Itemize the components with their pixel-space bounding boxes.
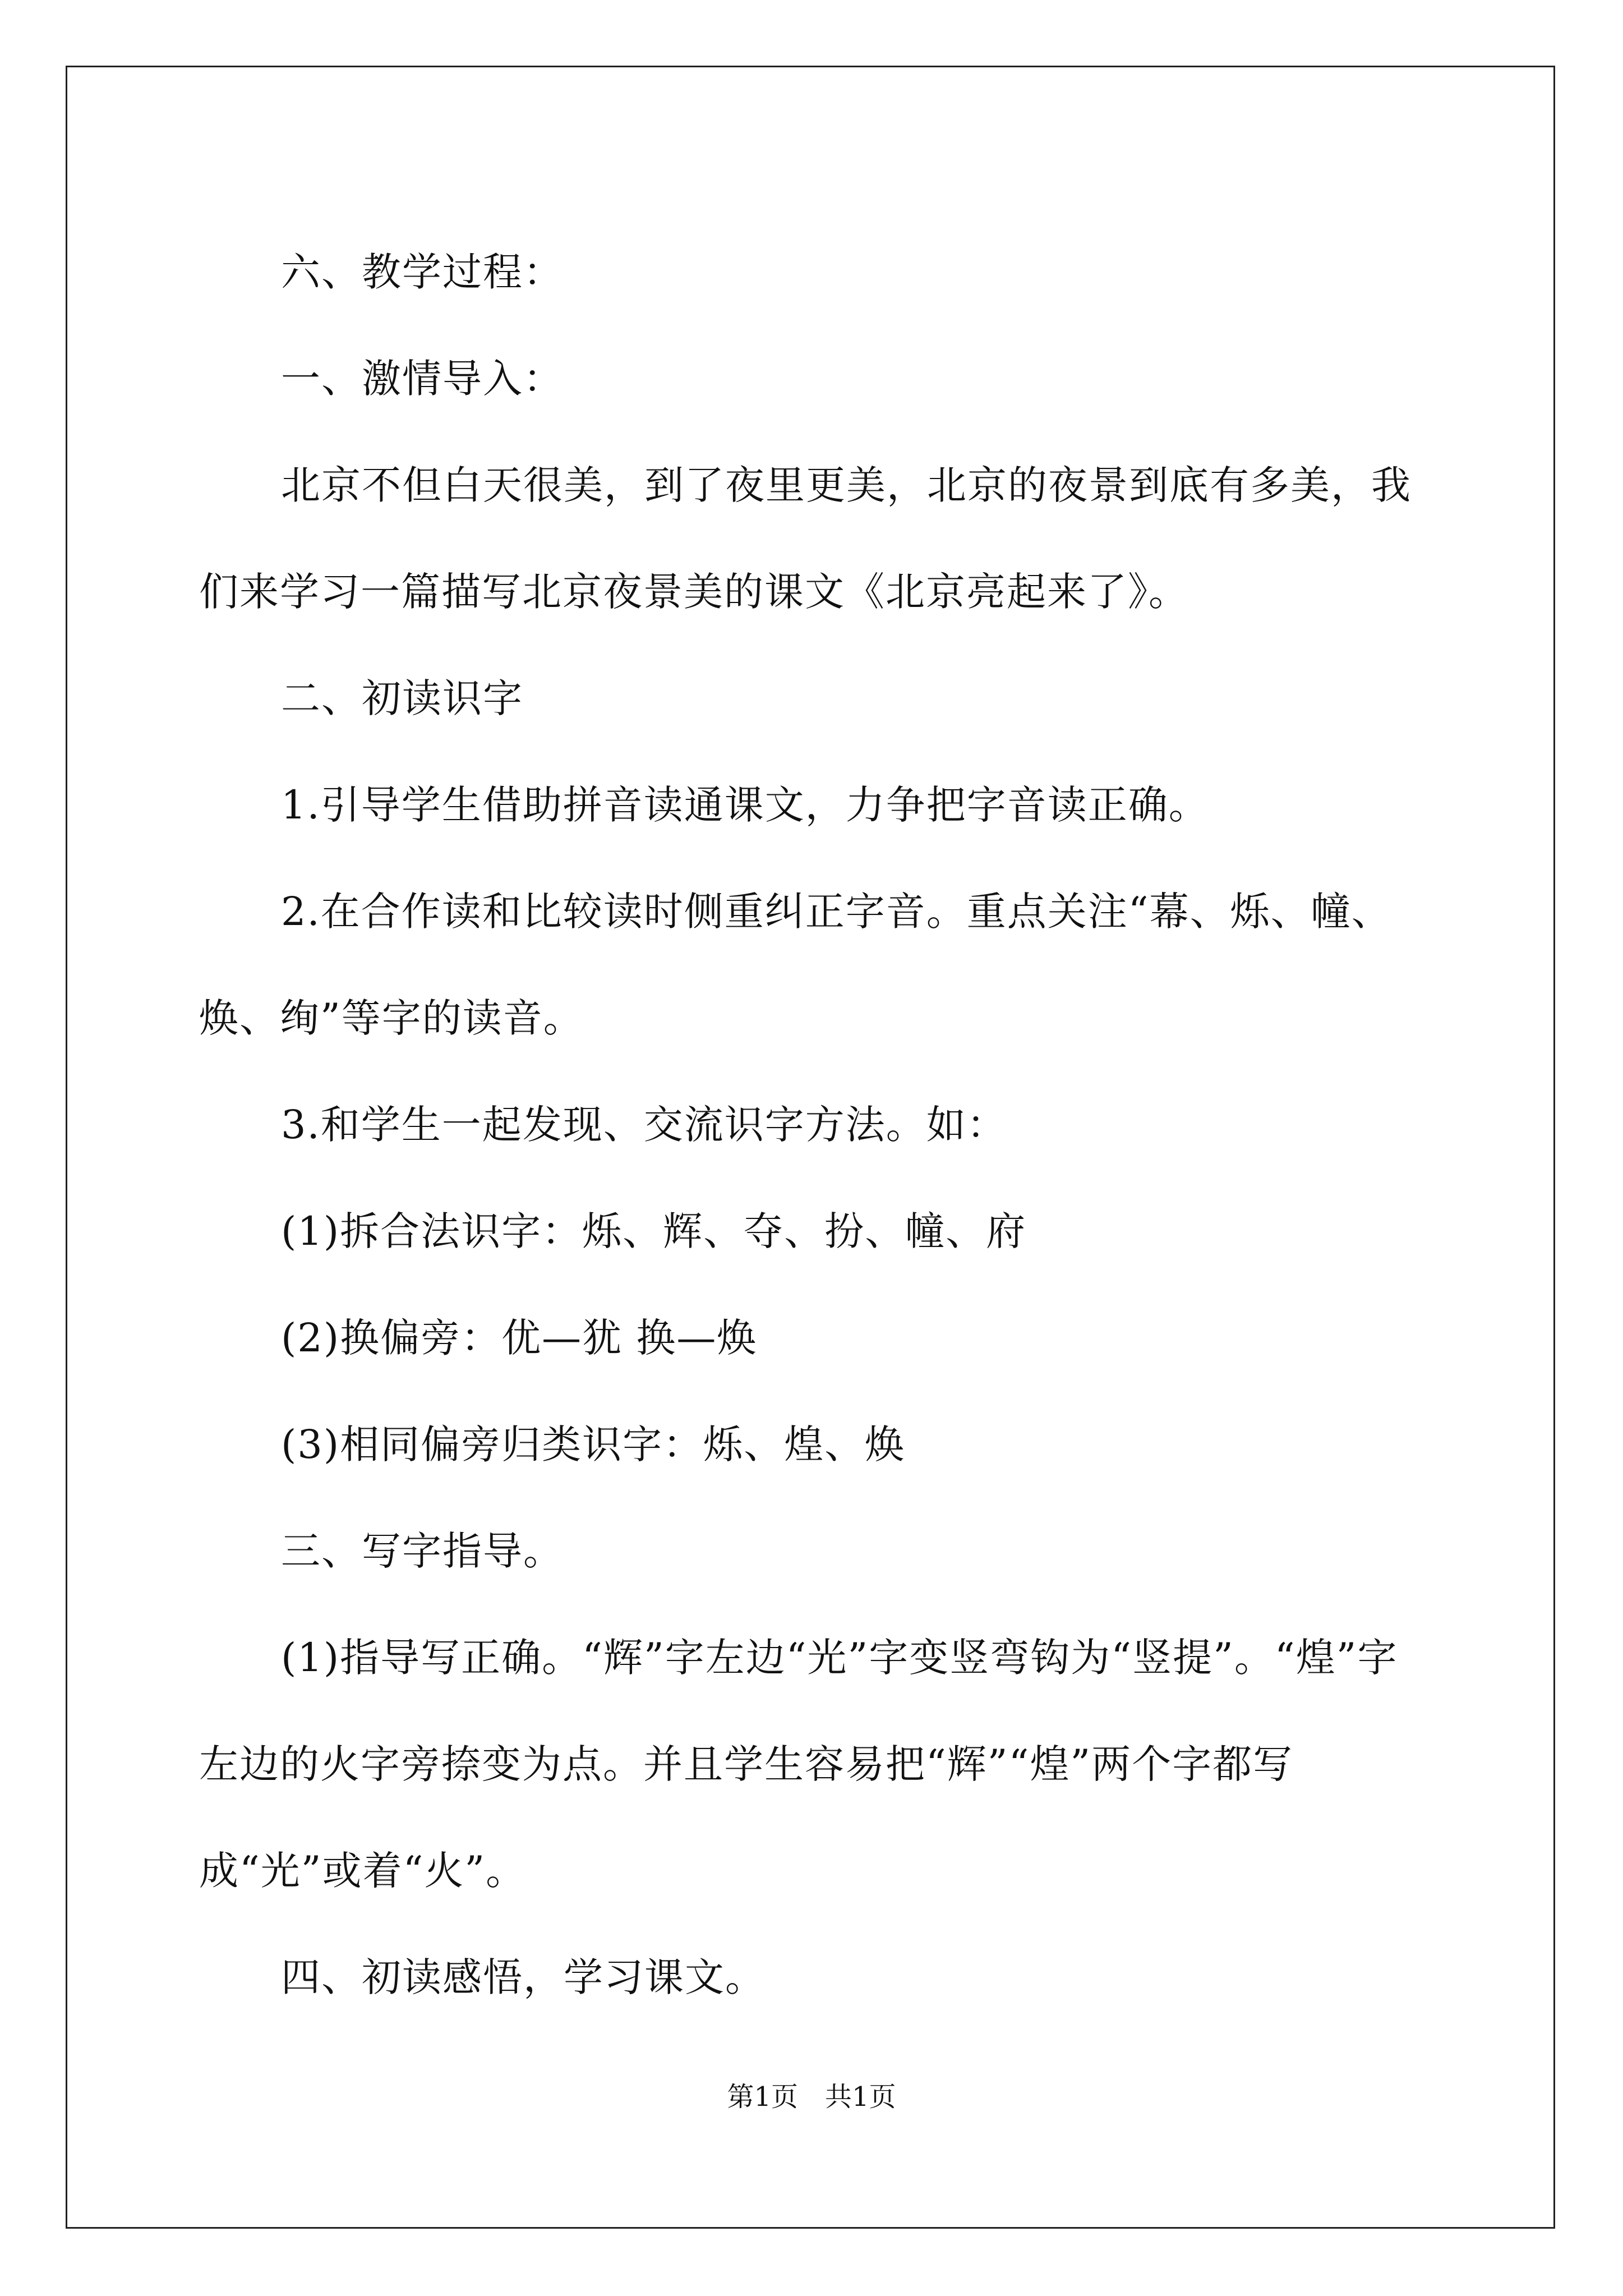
section-heading-writing: 三、写字指导。	[281, 1528, 564, 1574]
document-body	[199, 219, 1422, 2031]
sub-item-1: (1)拆合法识字：烁、辉、夺、扮、幢、府	[281, 1208, 1027, 1254]
section-heading-comprehension: 四、初读感悟，学习课文。	[281, 1954, 766, 2000]
sub-item-2: (2)换偏旁：优—犹 换—焕	[281, 1315, 758, 1361]
section-heading-introduction: 一、激情导入：	[281, 356, 564, 402]
writing-guidance-text: (1)指导写正确。“辉”字左边“光”字变竖弯钩为“竖提”。“煌”字左边的火字旁捺变为点。并且学生容易把“辉”“煌”两个字都写成“光”或着“火”。	[199, 1635, 1398, 1894]
list-item-3: 3.和学生一起发现、交流识字方法。如：	[281, 1102, 1007, 1148]
paragraph-introduction-text: 北京不但白天很美，到了夜里更美，北京的夜景到底有多美，我们来学习一篇描写北京夜景美的课文《北京亮起来了》。	[199, 462, 1412, 615]
section-heading-teaching-process: 六、教学过程：	[281, 249, 564, 295]
list-item-2: 2.在合作读和比较读时侧重纠正字音。重点关注“幕、烁、幢、焕、绚”等字的读音。	[199, 889, 1392, 1041]
list-item-1: 1.引导学生借助拼音读通课文，力争把字音读正确。	[281, 782, 1209, 828]
section-heading-reading: 二、初读识字	[281, 675, 523, 721]
sub-item-3: (3)相同偏旁归类识字：烁、煌、焕	[281, 1421, 906, 1467]
page-number: 第1页 共1页	[727, 2081, 896, 2113]
